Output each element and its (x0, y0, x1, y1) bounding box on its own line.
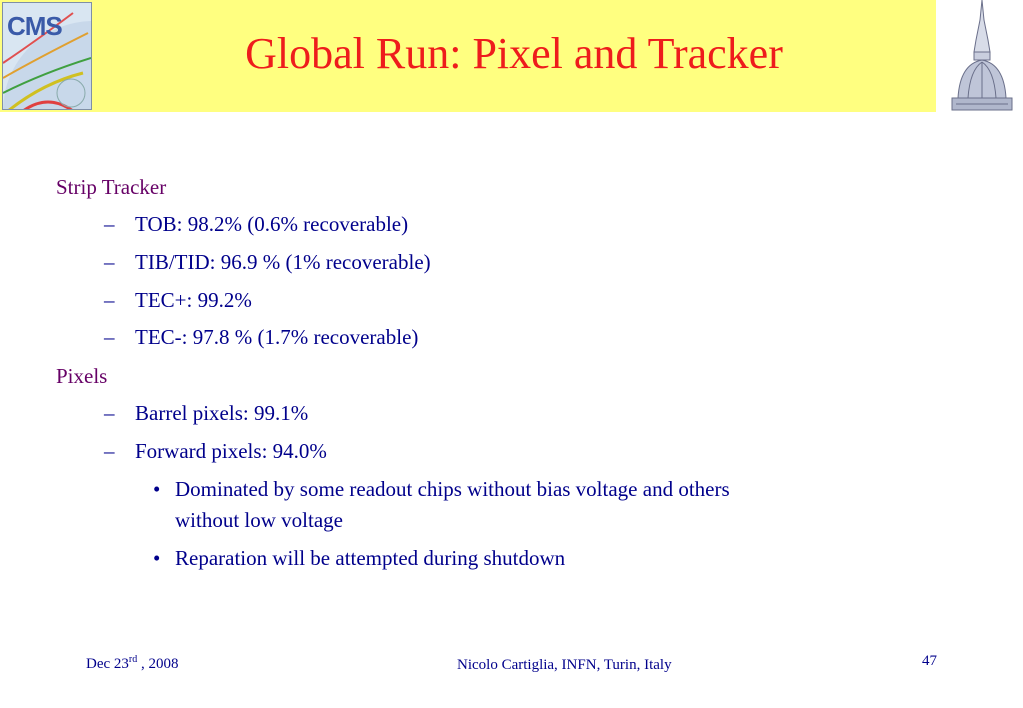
strip-tracker-heading: Strip Tracker (56, 175, 167, 199)
pixels-heading: Pixels (56, 364, 108, 388)
footer-date (86, 654, 179, 673)
sub-item-dominated-line1: Dominated by some readout chips without bias voltage and others (175, 477, 730, 501)
footer-author: Nicolo Cartiglia, INFN, Turin, Italy (457, 657, 672, 673)
list-item-tec-plus: TEC+: 99.2% (135, 288, 252, 312)
dash-marker: – (104, 325, 115, 349)
bullet-marker: • (153, 477, 161, 501)
dash-marker: – (104, 288, 115, 312)
sub-item-dominated-line2: without low voltage (175, 508, 343, 532)
list-item-tec-minus: TEC-: 97.8 % (1.7% recoverable) (135, 325, 419, 349)
slide-title: Global Run: Pixel and Tracker (245, 29, 783, 78)
list-item-forward-pixels: Forward pixels: 94.0% (135, 439, 327, 463)
dash-marker: – (104, 401, 115, 425)
cms-logo-text: CMS (7, 11, 62, 41)
footer-date-main: Dec 23 (86, 656, 129, 672)
dash-marker: – (104, 250, 115, 274)
page-number: 47 (922, 653, 937, 669)
list-item-tib-tid: TIB/TID: 96.9 % (1% recoverable) (135, 250, 431, 274)
footer-date-sup: rd (128, 654, 138, 665)
bullet-marker: • (153, 546, 161, 570)
list-item-barrel-pixels: Barrel pixels: 99.1% (135, 401, 309, 425)
cms-logo (2, 2, 92, 110)
footer-date-year: , 2008 (137, 656, 179, 672)
list-item-tob: TOB: 98.2% (0.6% recoverable) (135, 212, 409, 236)
sub-item-reparation: Reparation will be attempted during shutdown (175, 546, 566, 570)
dash-marker: – (104, 439, 115, 463)
mole-antonelliana-icon (944, 0, 1020, 112)
dash-marker: – (104, 212, 115, 236)
